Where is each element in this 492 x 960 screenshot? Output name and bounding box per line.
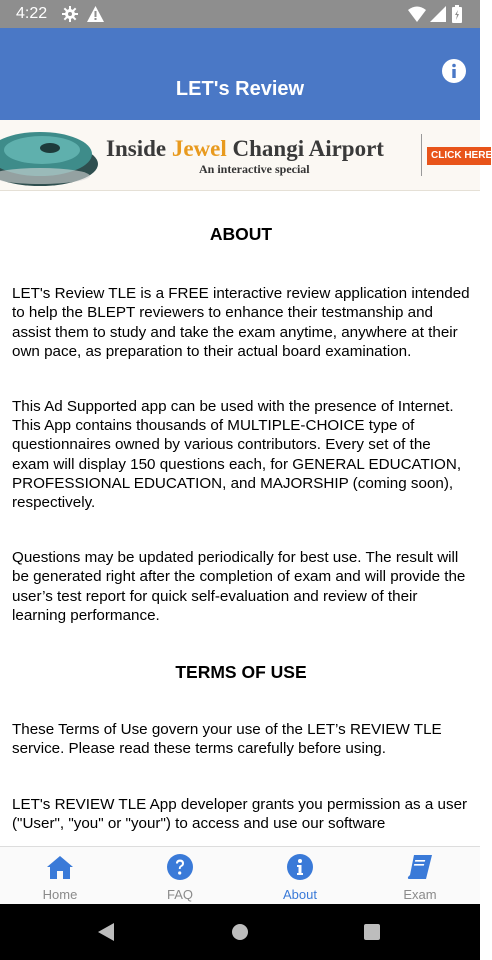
recents-square-icon[interactable]: [363, 923, 381, 941]
about-paragraph-2: This Ad Supported app can be used with the presence of Internet. This App contains thousands of MULTIPLE-CHOICE type of questionnaires owned by various contributors. Every set of the exam will display 150 questions each, for GENERAL EDUCATION, PROFESSIONAL EDUCATION, and MAJORSHIP (coming soon), respectively.: [12, 398, 462, 512]
book-icon: [406, 853, 434, 881]
terms-heading: TERMS OF USE: [175, 662, 307, 683]
nav-home-label: Home: [42, 887, 78, 902]
ad-banner[interactable]: [0, 120, 492, 191]
system-navigation-bar: [0, 904, 480, 960]
ad-cta-button[interactable]: CLICK HERE: [427, 147, 491, 165]
about-paragraph-1: LET's Review TLE is a FREE interactive review application intended to help the BLEPT reviewers to enhance their testmanship and assist them to study and take the exam anytime, anywhere at their own pace, as preparation to their actual board examination.: [12, 285, 470, 360]
nav-exam[interactable]: [360, 847, 480, 905]
signal-icon: [430, 6, 446, 22]
nav-exam-label: Exam: [403, 887, 437, 902]
nav-about[interactable]: [240, 847, 360, 905]
nav-about-label: About: [283, 887, 317, 902]
terms-paragraph-1: These Terms of Use govern your use of the LET’s REVIEW TLE service. Please read these terms carefully before using.: [12, 721, 442, 758]
ad-divider: [421, 134, 422, 176]
nav-home[interactable]: [0, 847, 120, 905]
nav-faq[interactable]: [120, 847, 240, 905]
home-icon: [46, 853, 74, 881]
settings-gear-icon: [62, 6, 78, 22]
nav-faq-label: FAQ: [166, 887, 193, 902]
ad-fountain-image: [0, 124, 100, 186]
terms-paragraph-2: LET's REVIEW TLE App developer grants you permission as a user ("User", "you" or "your") to access and use our software: [12, 795, 468, 832]
app-bar: [0, 28, 480, 120]
wifi-icon: [408, 6, 426, 22]
question-icon: [166, 853, 194, 881]
info-button-icon[interactable]: [441, 58, 467, 84]
about-paragraph-3: Questions may be updated periodically for best use. The result will be generated right after the completion of exam and will provide the user’s test report for quick self-evaluation and review of their learning performance.: [12, 549, 466, 624]
warning-icon: [87, 6, 104, 22]
ad-subline: An interactive special: [199, 162, 310, 176]
ad-headline: [106, 136, 384, 162]
ad-headline-prefix: Inside: [106, 136, 172, 161]
status-bar: [0, 0, 480, 28]
battery-icon: [452, 5, 462, 23]
bottom-navigation: [0, 846, 480, 905]
ad-headline-highlight: Jewel: [171, 136, 227, 161]
status-time: 4:22: [16, 5, 48, 22]
home-circle-icon[interactable]: [231, 923, 249, 941]
about-content[interactable]: [12, 191, 470, 846]
ad-headline-suffix: Changi Airport: [226, 136, 384, 161]
app-title: LET's Review: [175, 78, 305, 100]
about-heading: ABOUT: [209, 224, 273, 244]
info-icon: [286, 853, 314, 881]
back-icon[interactable]: [96, 922, 116, 942]
